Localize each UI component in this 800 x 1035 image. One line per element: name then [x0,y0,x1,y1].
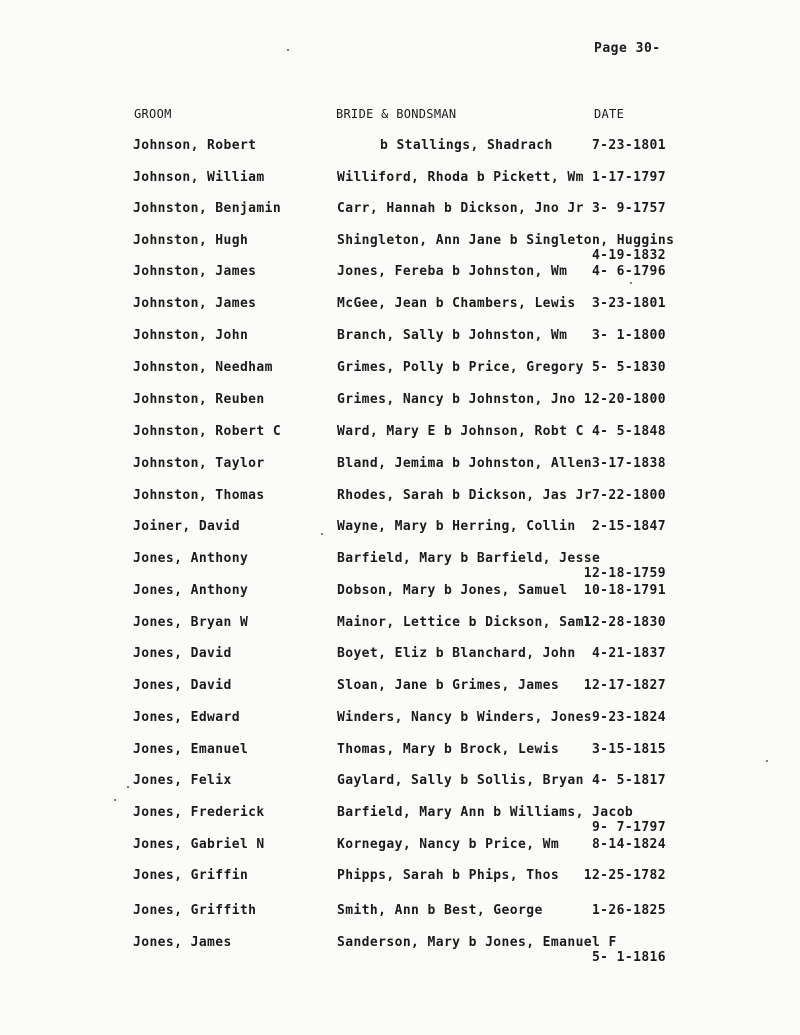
groom-name: Johnston, James [133,296,257,311]
bride-bondsman: Sanderson, Mary b Jones, Emanuel F [337,935,617,950]
groom-name: Jones, Edward [133,710,240,725]
record-row [0,392,800,422]
groom-name: Johnston, Needham [133,360,273,375]
record-row [0,138,800,168]
marriage-date: 12-18-1759 [583,566,666,581]
record-row [0,328,800,358]
bride-bondsman: Wayne, Mary b Herring, Collin [337,519,576,534]
record-row [0,678,800,708]
groom-name: Johnston, Thomas [133,488,265,503]
marriage-date: 9- 7-1797 [591,820,666,835]
bride-bondsman: Shingleton, Ann Jane b Singleton, Huggins [337,233,675,248]
marriage-date: 10-18-1791 [583,583,666,598]
record-row [0,583,800,613]
groom-name: Johnson, Robert [133,138,257,153]
bride-bondsman: Dobson, Mary b Jones, Samuel [337,583,568,598]
bride-bondsman: Mainor, Lettice b Dickson, Saml [337,615,593,630]
record-row [0,264,800,294]
record-row [0,233,800,263]
bride-bondsman: Barfield, Mary Ann b Williams, Jacob [337,805,634,820]
bride-bondsman: Williford, Rhoda b Pickett, Wm [337,170,584,185]
groom-column-header: GROOM [134,107,172,121]
groom-name: Johnston, Taylor [133,456,265,471]
marriage-date: 4- 5-1817 [591,773,666,788]
record-row [0,837,800,867]
bride-bondsman: Thomas, Mary b Brock, Lewis [337,742,560,757]
scan-speck [630,282,632,284]
groom-name: Jones, David [133,646,232,661]
record-row [0,773,800,803]
groom-name: Joiner, David [133,519,240,534]
marriage-date: 1-17-1797 [591,170,666,185]
record-row [0,488,800,518]
record-row [0,646,800,676]
record-row [0,360,800,390]
marriage-date: 3-17-1838 [591,456,666,471]
scan-speck [766,760,768,762]
bride-bondsman: b Stallings, Shadrach [380,138,553,153]
bride-bondsman: Grimes, Polly b Price, Gregory [337,360,584,375]
groom-name: Jones, Gabriel N [133,837,265,852]
record-row [0,903,800,933]
bride-bondsman: Ward, Mary E b Johnson, Robt C [337,424,584,439]
record-row [0,201,800,231]
scan-speck [321,533,323,535]
marriage-date: 7-22-1800 [591,488,666,503]
scan-speck [114,799,116,801]
marriage-date: 12-28-1830 [583,615,666,630]
bride-bondsman: Rhodes, Sarah b Dickson, Jas Jr [337,488,593,503]
bride-bondsman: Kornegay, Nancy b Price, Wm [337,837,560,852]
groom-name: Jones, Bryan W [133,615,249,630]
marriage-date: 3- 1-1800 [591,328,666,343]
groom-name: Johnston, Hugh [133,233,249,248]
record-row [0,170,800,200]
record-row [0,296,800,326]
groom-name: Jones, Griffin [133,868,249,883]
marriage-date: 2-15-1847 [591,519,666,534]
marriage-date: 5- 1-1816 [591,950,666,965]
record-row [0,424,800,454]
marriage-date: 4-19-1832 [591,248,666,263]
groom-name: Jones, James [133,935,232,950]
bride-bondsman: Jones, Fereba b Johnston, Wm [337,264,568,279]
record-row [0,519,800,549]
record-row [0,742,800,772]
marriage-date: 12-17-1827 [583,678,666,693]
groom-name: Johnson, William [133,170,265,185]
marriage-date: 7-23-1801 [591,138,666,153]
record-row [0,615,800,645]
groom-name: Jones, Emanuel [133,742,249,757]
scan-speck [287,49,289,51]
bride-bondsman: Barfield, Mary b Barfield, Jesse [337,551,601,566]
groom-name: Jones, David [133,678,232,693]
marriage-date: 3-23-1801 [591,296,666,311]
date-column-header: DATE [594,107,625,121]
marriage-date: 12-25-1782 [583,868,666,883]
bride-bondsman: McGee, Jean b Chambers, Lewis [337,296,576,311]
groom-name: Jones, Anthony [133,583,249,598]
marriage-date: 12-20-1800 [583,392,666,407]
marriage-date: 5- 5-1830 [591,360,666,375]
scan-speck [127,786,129,788]
marriage-date: 1-26-1825 [591,903,666,918]
groom-name: Johnston, Reuben [133,392,265,407]
bride-bondsman-column-header: BRIDE & BONDSMAN [336,107,457,121]
groom-name: Jones, Anthony [133,551,249,566]
record-row [0,868,800,898]
marriage-date: 4- 5-1848 [591,424,666,439]
marriage-date: 4-21-1837 [591,646,666,661]
groom-name: Jones, Felix [133,773,232,788]
bride-bondsman: Carr, Hannah b Dickson, Jno Jr [337,201,584,216]
bride-bondsman: Sloan, Jane b Grimes, James [337,678,560,693]
groom-name: Johnston, Robert C [133,424,282,439]
page-number: Page 30- [594,41,661,56]
bride-bondsman: Grimes, Nancy b Johnston, Jno [337,392,576,407]
record-row [0,935,800,965]
bride-bondsman: Bland, Jemima b Johnston, Allen [337,456,593,471]
groom-name: Johnston, John [133,328,249,343]
groom-name: Jones, Frederick [133,805,265,820]
bride-bondsman: Smith, Ann b Best, George [337,903,543,918]
groom-name: Johnston, Benjamin [133,201,282,216]
bride-bondsman: Winders, Nancy b Winders, Jones [337,710,593,725]
record-row [0,551,800,581]
record-row [0,710,800,740]
marriage-date: 3- 9-1757 [591,201,666,216]
groom-name: Johnston, James [133,264,257,279]
marriage-date: 8-14-1824 [591,837,666,852]
record-row [0,805,800,835]
bride-bondsman: Boyet, Eliz b Blanchard, John [337,646,576,661]
bride-bondsman: Phipps, Sarah b Phips, Thos [337,868,560,883]
marriage-date: 3-15-1815 [591,742,666,757]
bride-bondsman: Gaylard, Sally b Sollis, Bryan [337,773,584,788]
marriage-date: 4- 6-1796 [591,264,666,279]
groom-name: Jones, Griffith [133,903,257,918]
bride-bondsman: Branch, Sally b Johnston, Wm [337,328,568,343]
record-row [0,456,800,486]
marriage-date: 9-23-1824 [591,710,666,725]
